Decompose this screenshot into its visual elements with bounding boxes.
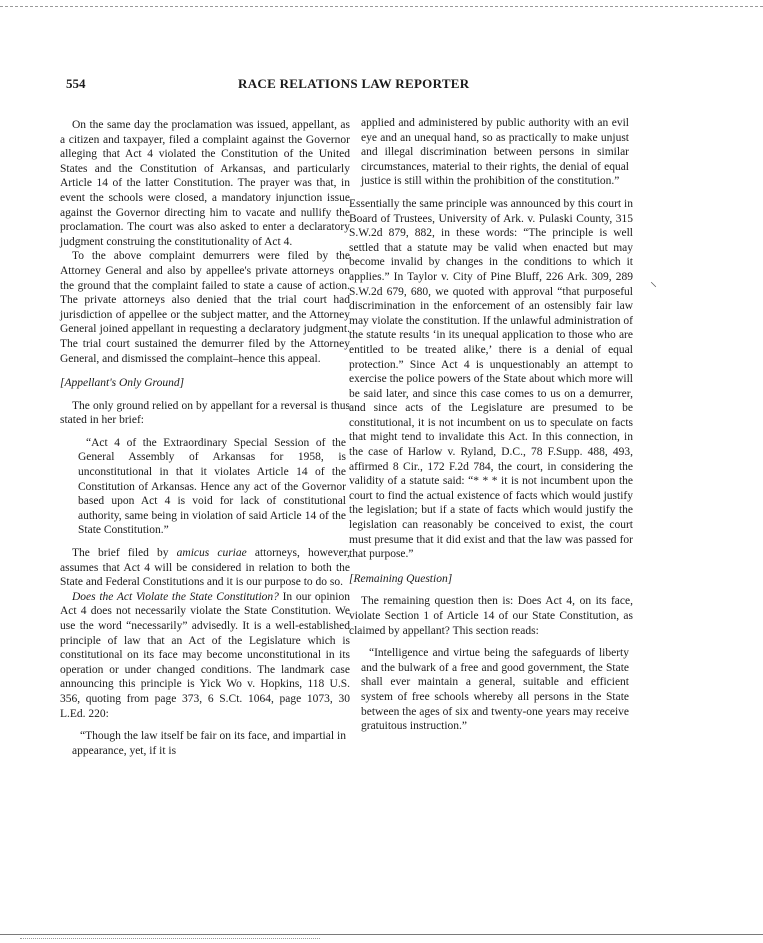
paragraph: On the same day the proclamation was issued, appellant, as a citizen and taxpayer, filed a complaint against the Governor alleging that Act 4 violated the Constitution of the United States and the Constitution of Arkansas, and particularly Article 14 of the latter Constitution. The prayer was that, in event the schools were closed, a mandatory injunction issue against the Governor directing him to vacate and nullify the proclamation. The court was also asked to enter a declaratory judgment construing the constitutionality of Act 4. [60, 119, 350, 248]
text-run: attorneys, however, assumes that Act 4 will be considered in relation to both the State and Federal Constitutions and it is our purpose to do so. [60, 547, 350, 589]
paragraph: To the above complaint demurrers were filed by the Attorney General and also by appellee's private attorneys on the ground that the complaint failed to state a cause of action. The private attorneys also denied that the trial court had jurisdiction of appellee or the subject matter, and the Attorney General joined appellant in requesting a declaratory judgment. The trial court sustained the demurrer filed by the Attorney General, and dismissed the complaint–hence this appeal. [60, 250, 350, 365]
right-column [349, 116, 633, 742]
text-run-italic: amicus curiae [176, 547, 247, 560]
paragraph: The remaining question then is: Does Act 4, on its face, violate Section 1 of Article 14 of our State Constitution, as claimed by appellant? This section reads: [349, 595, 633, 637]
block-quote [60, 436, 350, 538]
block-quote-continued [349, 116, 633, 189]
quote-text: applied and administered by public authority with an evil eye and an unequal hand, so as practically to make unjust and illegal discrimination between persons in similar circumstances, material to their rights, the denial of equal justice is still within the prohibition of the constitution.” [361, 117, 629, 188]
section-heading: [Appellant's Only Ground] [60, 377, 185, 390]
quote-text: “Though the law itself be fair on its face, and impartial in appearance, yet, if it is [72, 730, 346, 757]
paragraph [60, 590, 350, 721]
quote-text: “Act 4 of the Extraordinary Special Session of the General Assembly of Arkansas for 1958, is unconstitutional in that it violates Article 14 of the Constitution of Arkansas. Hence any act of the Governor based upon Act 4 is void for lack of constitutional authority, same being in violation of said Article 14 of the State Constitution.” [78, 436, 346, 537]
paragraph: Essentially the same principle was announced by this court in Board of Trustees, University of Ark. v. Pulaski County, 315 S.W.2d 879, 882, in these words: “The principle is well settled that a statute may be valid when enacted but may become invalid by changes in the conditions to which it applies.” In Taylor v. City of Pine Bluff, 226 Ark. 309, 289 S.W.2d 679, 680, we quoted with approval “that purposeful discrimination in the enforcement of an ostensibly fair law may violate the constitution. If the unlawful administration of the statute results ‘in its unequal application to those who are entitled to be treated alike,’ there is a denial of equal protection.” Since Act 4 is unquestionably an attempt to exercise the police powers of the State about which more will be said later, and since this case comes to us on a demurrer, and since acts of the Legislature are presumed to be constitutional, it is not incumbent on us to speculate on facts that might tend to invalidate this Act. In this connection, in the case of Harlow v. Ryland, D.C., 78 F.Supp. 488, 493, affirmed 8 Cir., 172 F.2d 784, the court, in considering the validity of a statute said: “* * * it is not incumbent upon the court to find the actual existence of facts which would justify the legislation; but if a state of facts which would justify the legislation can reasonably be conceived to exist, the court must presume that it did exist and that the law was passed for that purpose.” [349, 197, 633, 561]
paragraph [60, 546, 350, 590]
section-heading: [Remaining Question] [349, 572, 453, 585]
block-quote [60, 729, 350, 758]
left-column [60, 118, 350, 766]
scan-edge-top [0, 6, 763, 7]
page-number: 554 [66, 76, 86, 91]
text-run: In our opinion Act 4 does not necessarily violate the State Constitution. We use the word “necessarily” advisedly. It is a well-established principle of law that an Act of the Legislature which is constitutional on its face may become unconstitutional in its operation or under changed conditions. The landmark case announcing this principle is Yick Wo v. Hopkins, 118 U.S. 356, quoting from page 373, 6 S.Ct. 1064, page 1073, 30 L.Ed. 220: [60, 590, 350, 720]
block-quote [349, 646, 633, 734]
scan-edge-bottom-dotted [20, 938, 320, 939]
text-run-italic: Does the Act Violate the State Constitution? [72, 590, 279, 603]
running-head: RACE RELATIONS LAW REPORTER [238, 76, 470, 91]
text-run: The brief filed by [72, 547, 177, 560]
quote-text: “Intelligence and virtue being the safeguards of liberty and the bulwark of a free and good government, the State shall ever maintain a general, suitable and efficient system of free schools whereby all persons in the State between the ages of six and twenty-one years may receive gratuitous instruction.” [361, 647, 629, 733]
scan-edge-bottom [0, 934, 763, 935]
margin-mark: ⸜ [650, 275, 657, 290]
paragraph: The only ground relied on by appellant for a reversal is thus stated in her brief: [60, 399, 350, 427]
